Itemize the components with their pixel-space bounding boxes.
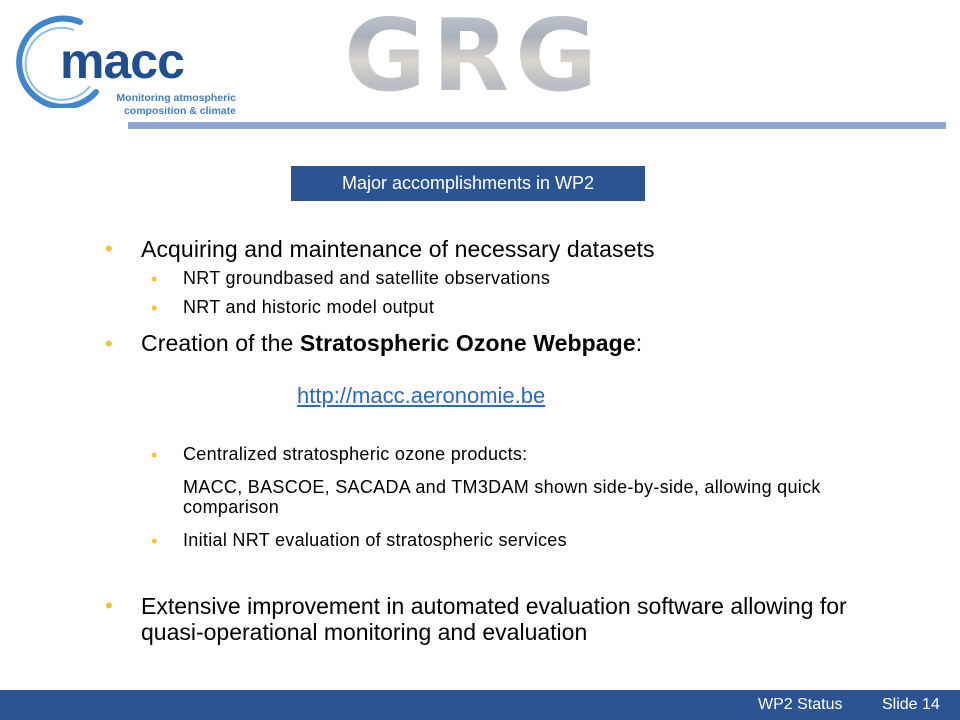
logo-tagline-line1: Monitoring atmospheric [116,92,236,104]
webpage-link[interactable]: http://macc.aeronomie.be [297,383,546,408]
bullet-dot-icon: • [105,236,113,261]
ozone-products-detail: MACC, BASCOE, SACADA and TM3DAM shown side-by-side, allowing quick comparison [183,477,821,517]
sub-bullet-ozone-products: Centralized stratospheric ozone products: [183,444,528,464]
bullet-dot-icon: • [151,445,158,465]
bullet-webpage [141,330,642,357]
bullet-evaluation-software: Extensive improvement in automated evaluation software allowing for quasi-operational monitoring and evaluation [141,593,847,645]
footer-bar [0,690,960,720]
bullet-datasets: Acquiring and maintenance of necessary datasets [141,236,655,262]
bullet-dot-icon: • [105,331,113,356]
sub-bullet-nrt-evaluation: Initial NRT evaluation of stratospheric services [183,530,567,550]
grg-logo: GRG [344,0,604,114]
bullet-webpage-prefix: Creation of the [141,330,300,356]
bullet-dot-icon: • [105,593,113,618]
slide-title: Major accomplishments in WP2 [291,166,645,201]
sub-bullet-model-output: NRT and historic model output [183,297,435,317]
macc-logo [10,12,240,117]
logo-tagline-line2: composition & climate [123,105,236,117]
header-divider [128,122,946,129]
logo-tagline [86,92,236,118]
bullet-dot-icon: • [151,269,158,289]
bullet-webpage-bold: Stratospheric Ozone Webpage [299,330,636,356]
footer-section: WP2 Status [758,696,843,713]
bullet-webpage-suffix: : [635,330,643,356]
bullet-dot-icon: • [151,531,158,551]
sub-bullet-observations: NRT groundbased and satellite observations [183,268,551,288]
footer-slide-number: Slide 14 [882,696,940,713]
logo-wordmark: macc [60,33,184,89]
bullet-dot-icon: • [151,298,158,318]
